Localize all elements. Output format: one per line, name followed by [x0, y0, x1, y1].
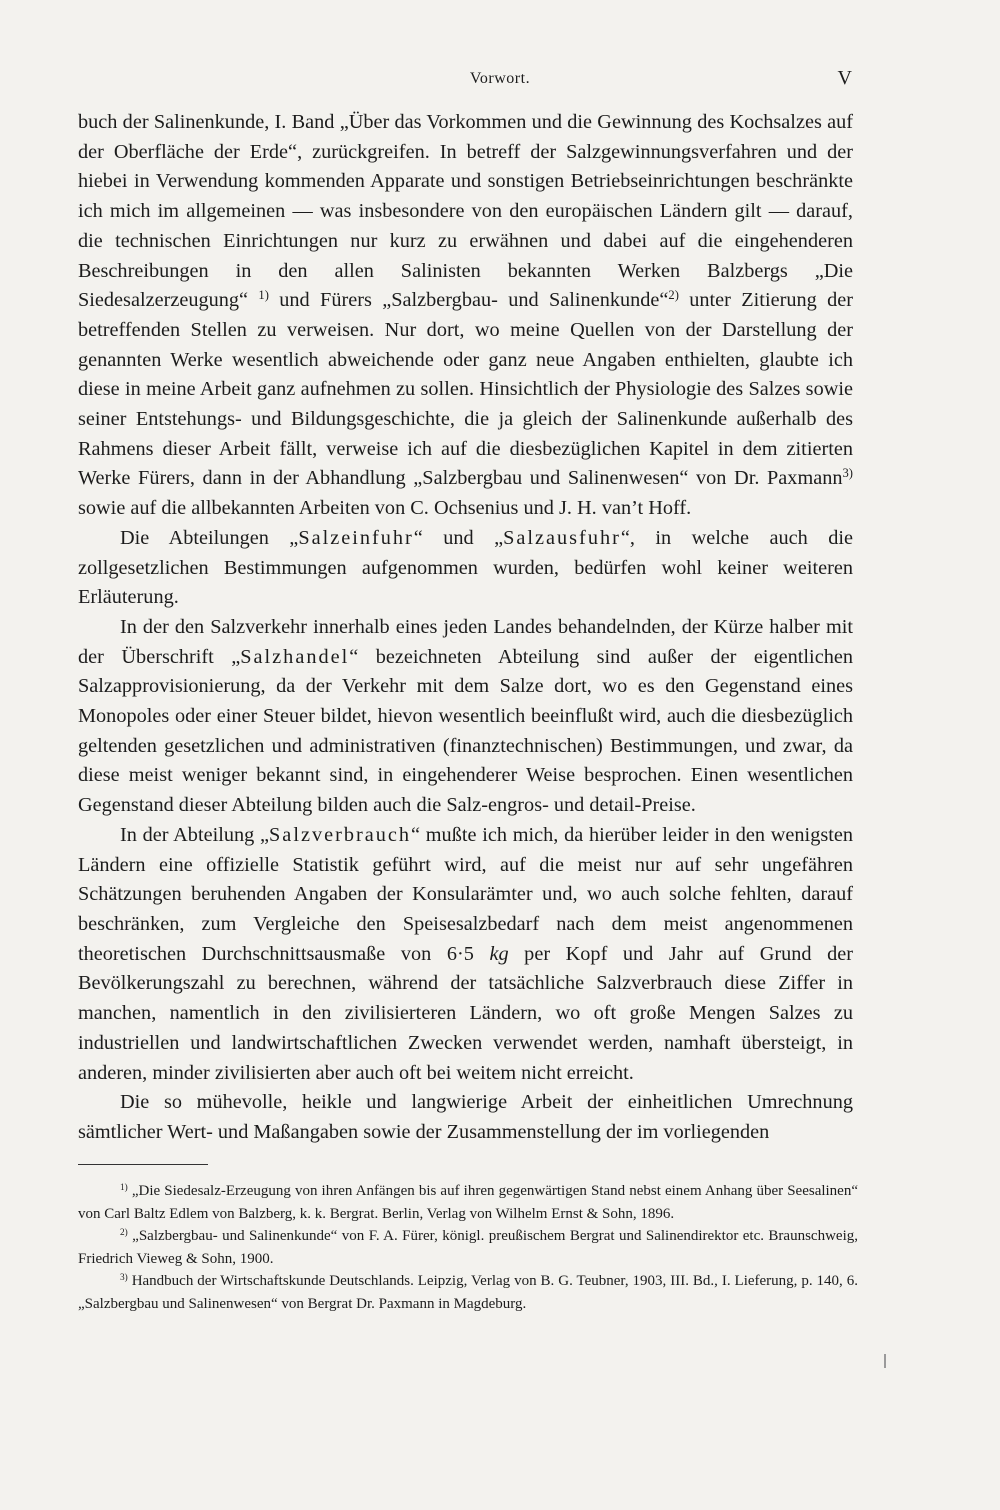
paragraph	[78, 821, 853, 1088]
paragraph	[78, 524, 853, 613]
footnote-marker: 3)	[120, 1272, 128, 1283]
footnote	[78, 1180, 858, 1225]
text-run: buch der Salinenkunde, I. Band „Über das Vorkommen und die Gewinnung des Kochsalzes auf der Oberfläche der Erde“, zurückgreifen. In betreff der Salzgewinnungsverfahren und der hiebei in Verwendung kommenden Apparate und sonstigen Betriebseinrichtungen beschränkte ich mich im allgemeinen — was insbesondere von den europäischen Ländern gilt — darauf, die technischen Einrichtungen nur kurz zu erwähnen und dabei auf die eingehenderen Beschreibungen in den allen Salinisten bekannten Werken Balzbergs „Die Siedesalzerzeugung“	[78, 111, 853, 312]
page-number: V	[837, 67, 852, 89]
footnotes	[78, 1180, 858, 1315]
running-head	[0, 67, 1000, 94]
text-run: „Salzbergbau- und Salinenkunde“ von F. A. Fürer, königl. preußischem Bergrat und Salinendirektor etc. Braunschweig, Friedrich Vieweg & Sohn, 1900.	[78, 1228, 858, 1267]
paragraph	[78, 108, 853, 524]
section-name-spaced: Salzeinfuhr	[298, 526, 414, 549]
text-run: sowie auf die allbekannten Arbeiten von C. Ochsenius und J. H. van’t Hoff.	[78, 497, 692, 520]
text-run: Die Abteilungen „	[120, 526, 299, 549]
text-run: Handbuch der Wirtschaftskunde Deutschlands. Leipzig, Verlag von B. G. Teubner, 1903, III. Bd., I. Lieferung, p. 140, 6. „Salzbergbau und Salinenwesen“ von Bergrat Dr. Paxmann in Magdeburg.	[78, 1273, 858, 1312]
section-name-spaced: Salzausfuhr	[503, 526, 621, 549]
italic-text: kg	[489, 942, 509, 965]
footnote-rule	[78, 1164, 208, 1165]
paper-speck	[884, 1354, 886, 1368]
footnote	[78, 1270, 858, 1315]
footnote-marker: 2)	[120, 1227, 128, 1238]
text-run: und Fürers „Salzbergbau- und Salinenkunde“	[268, 289, 669, 312]
text-run: “, in welche auch die zollgesetzlichen Bestimmungen aufgenommen wurden, bedürfen wohl keiner weiteren Erläuterung.	[78, 526, 853, 609]
text-run: „Die Siedesalz-Erzeugung von ihren Anfängen bis auf ihren gegenwärtigen Stand nebst einem Anhang über Seesalinen“ von Carl Baltz Edlem von Balzberg, k. k. Bergrat. Berlin, Verlag von Wilhelm Ernst & Sohn, 1896.	[78, 1183, 858, 1222]
text-run: per Kopf und Jahr auf Grund der Bevölkerungszahl zu berechnen, während der tatsächliche Salzverbrauch diese Ziffer in manchen, namentlich in den zivilisierteren Ländern, wo oft große Mengen Salzes zu industriellen und landwirtschaftlichen Zwecken verwendet werden, namhaft übersteigt, in anderen, minder zivilisierten aber auch oft bei weitem nicht erreicht.	[78, 942, 853, 1084]
footnote-marker: 3)	[842, 466, 853, 481]
section-name-spaced: Salzverbrauch	[269, 823, 412, 846]
section-name-spaced: Salzhandel	[240, 645, 350, 668]
footnote-marker: 1)	[120, 1182, 128, 1193]
footnote-marker: 1)	[258, 288, 269, 303]
text-run: “ bezeichneten Abteilung sind außer der eigentlichen Salzapprovisionierung, da der Verkehr mit dem Salze dort, wo es den Gegenstand eines Monopoles oder einer Steuer bildet, hievon wesentlich beeinflußt wird, auch die diesbezüglich geltenden gesetzlichen und administrativen (finanztechnischen) Bestimmungen, und zwar, da diese meist weniger bekannt sind, in eingehenderer Weise besprochen. Einen wesentlichen Gegenstand dieser Abteilung bilden auch die Salz-engros- und detail-Preise.	[78, 645, 853, 817]
text-run: Die so mühevolle, heikle und langwierige Arbeit der einheitlichen Umrechnung sämtlicher Wert- und Maßangaben sowie der Zusammenstellung der im vorliegenden	[78, 1091, 853, 1143]
text-run: unter Zitierung der betreffenden Stellen zu verweisen. Nur dort, wo meine Quellen von der Darstellung der genannten Werke wesentlich abweichende oder ganz neue Angaben enthielten, glaubte ich diese in meine Arbeit ganz aufnehmen zu sollen. Hinsichtlich der Physiologie des Salzes sowie seiner Entstehungs- und Bildungsgeschichte, die ja gleich der Salinenkunde außerhalb des Rahmens dieser Arbeit fällt, verweise ich auf die diesbezüglichen Kapitel in dem zitierten Werke Fürers, dann in der Abhandlung „Salzbergbau und Salinenwesen“ von Dr. Paxmann	[78, 289, 854, 490]
footnote	[78, 1225, 858, 1270]
text-run: In der Abteilung „	[120, 823, 270, 846]
text-run: “ mußte ich mich, da hierüber leider in den wenigsten Ländern eine offizielle Statistik geführt wird, auf die meist nur auf sehr ungefähren Schätzungen beruhenden Angaben der Konsularämter und, wo auch solche fehlten, darauf beschränken, zum Vergleiche den Speisesalzbedarf nach dem meist angenommenen theoretischen Durchschnittsausmaße von 6·5	[78, 823, 853, 965]
footnote-marker: 2)	[668, 288, 679, 303]
body-text	[78, 108, 853, 1148]
text-run: In der den Salzverkehr innerhalb eines jeden Landes behandelnden, der Kürze halber mit der Überschrift „	[78, 615, 853, 668]
running-head-title: Vorwort.	[469, 70, 531, 87]
paragraph	[78, 613, 853, 821]
paragraph	[78, 1088, 853, 1147]
text-run: “ und „	[413, 526, 504, 549]
